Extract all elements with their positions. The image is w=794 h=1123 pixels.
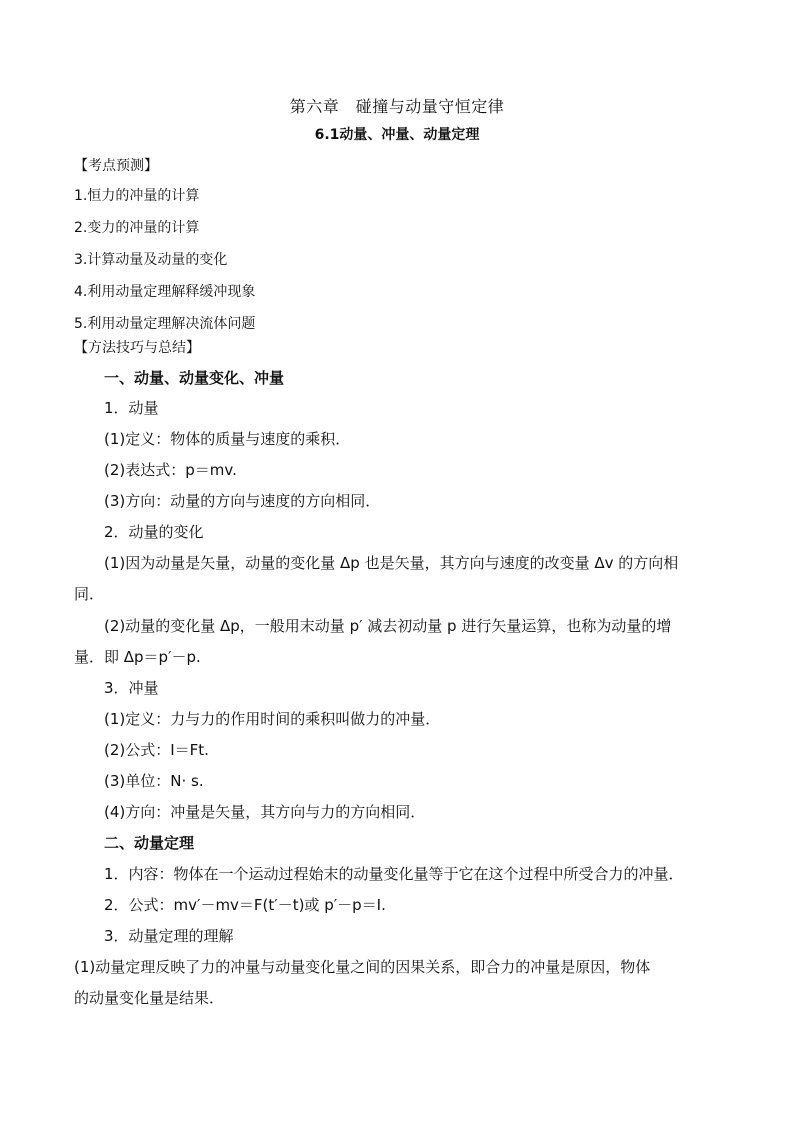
momentum-change-paragraph-2: (2)动量的变化量 Δp，一般用末动量 p′ 减去初动量 p 进行矢量运算，也称为动量的增 [104,617,672,635]
momentum-change-title: 2．动量的变化 [104,523,204,541]
momentum-expression: (2)表达式：p＝mv. [104,461,237,479]
impulse-direction: (4)方向：冲量是矢量，其方向与力的方向相同． [104,803,426,821]
impulse-definition: (1)定义：力与力的作用时间的乘积叫做力的冲量． [104,710,441,728]
chapter-title: 第六章 碰撞与动量守恒定律 [289,97,505,116]
section-title: 6.1动量、冲量、动量定理 [314,127,480,143]
momentum-change-paragraph-2-continued: 量．即 Δp＝p′－p. [74,648,201,666]
theorem-understanding-title: 3．动量定理的理解 [104,927,234,945]
impulse-formula: (2)公式：I＝Ft. [104,741,209,759]
impulse-unit: (3)单位：N· s. [104,772,204,790]
theorem-formula: 2．公式：mv′－mv＝F(t′－t)或 p′－p＝I. [104,896,386,914]
forecast-item: 4.利用动量定理解释缓冲现象 [74,284,256,300]
forecast-item: 2.变力的冲量的计算 [74,220,200,236]
momentum-definition: (1)定义：物体的质量与速度的乘积． [104,430,351,448]
forecast-item: 3.计算动量及动量的变化 [74,252,228,268]
forecast-item: 1.恒力的冲量的计算 [74,188,200,204]
momentum-title: 1．动量 [104,399,159,417]
forecast-heading: 【考点预测】 [74,158,158,174]
forecast-item: 5.利用动量定理解决流体问题 [74,316,256,332]
momentum-change-paragraph-1: (1)因为动量是矢量，动量的变化量 Δp 也是矢量，其方向与速度的改变量 Δv 的方向相 [104,554,679,572]
part1-title: 一、动量、动量变化、冲量 [104,369,285,387]
theorem-understanding-line-1: (1)动量定理反映了力的冲量与动量变化量之间的因果关系，即合力的冲量是原因，物体 [74,958,651,976]
theorem-understanding-line-2: 的动量变化量是结果． [74,989,225,1007]
theorem-content: 1．内容：物体在一个运动过程始末的动量变化量等于它在这个过程中所受合力的冲量． [104,865,684,883]
methods-heading: 【方法技巧与总结】 [74,340,200,356]
part2-title: 二、动量定理 [104,834,195,852]
momentum-direction: (3)方向：动量的方向与速度的方向相同． [104,492,381,510]
impulse-title: 3．冲量 [104,679,159,697]
momentum-change-paragraph-1-continued: 同． [74,585,105,603]
